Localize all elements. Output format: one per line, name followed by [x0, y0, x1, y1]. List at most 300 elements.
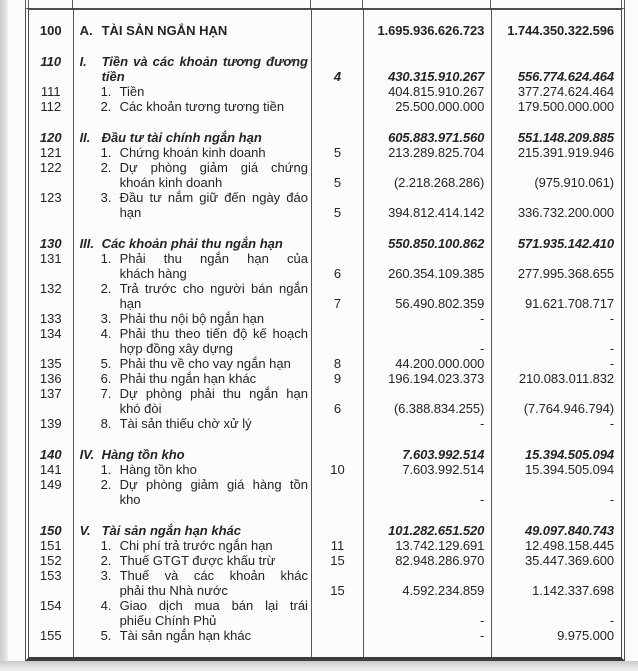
code-label: 149: [39, 477, 62, 492]
amount-1-value: 394.812.414.142: [388, 205, 485, 220]
amount-1-value: 4.592.234.859: [402, 583, 485, 598]
amount-column-1-cell: [364, 553, 492, 568]
amount-column-2-cell: [492, 553, 621, 568]
code-cell: [29, 553, 73, 568]
description-line-group: [101, 598, 308, 628]
amount-2-value: -: [609, 341, 614, 356]
note-cell: [311, 477, 363, 507]
row-136: [29, 371, 621, 386]
description-cell: [73, 598, 311, 628]
code-label: 130: [39, 236, 62, 251]
item-number-label: 1.: [100, 251, 112, 266]
description-line: Tài sản ngắn hạn khác: [119, 628, 252, 643]
amount-column-2-cell: [492, 84, 621, 99]
description-cell: [73, 38, 311, 54]
description-cell: [73, 553, 311, 568]
description-text: [120, 99, 308, 114]
description-line-group: [101, 356, 308, 371]
description-line-group: [80, 523, 308, 538]
description-line: Giao dịch mua bán lại trái: [119, 598, 308, 613]
amount-2-value: 49.097.840.743: [525, 523, 614, 538]
code-cell: [29, 160, 73, 190]
item-number-label: I.: [79, 54, 87, 69]
description-cell: [73, 447, 311, 462]
row-121: [29, 145, 621, 160]
description-text: [102, 447, 308, 462]
note-label: 8: [333, 356, 342, 371]
amount-2-value: 1.744.350.322.596: [507, 23, 614, 38]
description-cell: [73, 326, 311, 356]
filler-cell: [29, 643, 73, 657]
code-label: 132: [39, 281, 62, 296]
amount-2-value: -: [609, 356, 614, 371]
amount-column-2-cell: [492, 23, 621, 38]
amount-2-value: 9.975.000: [557, 628, 614, 643]
code-label: 100: [39, 23, 62, 38]
code-label: 123: [39, 190, 62, 205]
item-number-label: 5.: [100, 628, 112, 643]
description-line: hạn: [119, 296, 142, 311]
amount-column-2-cell: [492, 628, 621, 643]
description-line-group: [101, 251, 308, 281]
amount-column-1-cell: [364, 251, 492, 281]
note-cell: [311, 251, 363, 281]
description-line: Dự phòng giảm giá chứng: [119, 160, 308, 175]
amount-column-2-cell: [492, 431, 621, 447]
description-line-group: [101, 326, 308, 356]
note-cell: [311, 99, 363, 114]
description-cell: [73, 416, 311, 431]
description-line: Chứng khoán kinh doanh: [119, 145, 266, 160]
note-cell: [311, 538, 363, 553]
item-number-label: 1.: [100, 462, 112, 477]
row-154: [29, 598, 621, 628]
description-line-group: [101, 386, 308, 416]
item-number-label: 3.: [100, 190, 112, 205]
amount-2-value: 15.394.505.094: [525, 462, 614, 477]
description-text: [120, 281, 308, 311]
row-100: [29, 23, 621, 38]
balance-sheet-table: [25, 8, 625, 661]
note-cell: [311, 507, 363, 523]
amount-2-value: 12.498.158.445: [525, 538, 614, 553]
code-cell: [29, 130, 73, 145]
description-line: Tiền: [119, 84, 145, 99]
amount-1-value: (6.388.834.255): [393, 401, 485, 416]
amount-column-1-cell: [364, 447, 492, 462]
description-line: Các khoản phải thu ngắn hạn: [101, 236, 283, 251]
description-text: [120, 190, 308, 220]
item-number-label: V.: [79, 523, 91, 538]
code-label: 139: [39, 416, 62, 431]
description-line: khoán kinh doanh: [119, 175, 223, 190]
note-cell: [311, 236, 363, 251]
description-text: [120, 371, 308, 386]
description-text: [120, 356, 308, 371]
amount-2-value: -: [609, 416, 614, 431]
description-line-group: [101, 416, 308, 431]
description-line: Trả trước cho người bán ngắn: [119, 281, 308, 296]
amount-column-2-cell: [492, 160, 621, 190]
description-line-group: [101, 99, 308, 114]
note-cell: [311, 371, 363, 386]
description-line: Hàng tồn kho: [119, 462, 197, 477]
description-cell: [73, 311, 311, 326]
description-line-group: [101, 281, 308, 311]
amount-column-1-cell: [364, 145, 492, 160]
code-label: 141: [39, 462, 62, 477]
spacer-row: [29, 220, 621, 236]
note-label: 7: [333, 296, 342, 311]
note-cell: [311, 160, 363, 190]
description-line: hạn: [119, 205, 142, 220]
filler-cell: [311, 643, 363, 657]
description-line: Đầu tư nắm giữ đến ngày đáo: [119, 190, 308, 205]
amount-2-value: (975.910.061): [534, 175, 614, 190]
amount-column-1-cell: [364, 371, 492, 386]
description-line: Phải thu ngắn hạn khác: [119, 371, 257, 386]
amount-column-2-cell: [492, 507, 621, 523]
code-label: 111: [40, 84, 61, 99]
amount-column-1-cell: [364, 54, 492, 84]
description-line-group: [101, 553, 308, 568]
amount-2-value: 551.148.209.885: [517, 130, 614, 145]
description-text: [120, 553, 308, 568]
amount-1-value: -: [480, 492, 485, 507]
description-text: [120, 416, 308, 431]
amount-column-1-cell: [364, 507, 492, 523]
amount-column-2-cell: [492, 447, 621, 462]
amount-column-2-cell: [492, 538, 621, 553]
code-cell: [29, 416, 73, 431]
description-line: Phải thu về cho vay ngắn hạn: [119, 356, 291, 371]
description-line-group: [101, 190, 308, 220]
description-cell: [73, 538, 311, 553]
code-cell: [29, 462, 73, 477]
description-text: [120, 477, 308, 507]
item-number-label: 2.: [100, 281, 112, 296]
amount-column-1-cell: [364, 160, 492, 190]
description-line-group: [101, 371, 308, 386]
description-cell: [73, 23, 311, 38]
description-line: Tiền và các khoản tương đương: [101, 54, 308, 69]
description-text: [120, 311, 308, 326]
description-cell: [73, 523, 311, 538]
amount-column-1-cell: [364, 462, 492, 477]
row-130: [29, 236, 621, 251]
row-155: [29, 628, 621, 643]
description-cell: [73, 220, 311, 236]
amount-column-1-cell: [364, 23, 492, 38]
amount-1-value: 260.354.109.385: [388, 266, 485, 281]
description-cell: [73, 84, 311, 99]
amount-1-value: 550.850.100.862: [388, 236, 485, 251]
description-text: [102, 54, 308, 84]
description-cell: [73, 160, 311, 190]
description-text: [102, 523, 308, 538]
amount-2-value: -: [609, 492, 614, 507]
amount-2-value: 35.447.369.600: [525, 553, 614, 568]
description-line: phiếu Chính Phủ: [119, 613, 217, 628]
note-cell: [311, 38, 363, 54]
item-number-label: 4.: [100, 326, 112, 341]
amount-1-value: 82.948.286.970: [395, 553, 485, 568]
description-line: Thuế GTGT được khấu trừ: [119, 553, 276, 568]
note-cell: [311, 220, 363, 236]
amount-column-2-cell: [492, 251, 621, 281]
code-cell: [29, 114, 73, 130]
code-cell: [29, 538, 73, 553]
scan-edge-bottom: [0, 661, 638, 671]
amount-column-2-cell: [492, 190, 621, 220]
description-text: [120, 568, 308, 598]
amount-1-value: 7.603.992.514: [402, 447, 485, 462]
note-cell: [311, 311, 363, 326]
row-140: [29, 447, 621, 462]
description-cell: [73, 10, 311, 23]
description-cell: [73, 145, 311, 160]
amount-2-value: 215.391.919.946: [517, 145, 614, 160]
item-number-label: 1.: [100, 538, 112, 553]
amount-column-2-cell: [492, 523, 621, 538]
description-cell: [73, 462, 311, 477]
code-cell: [29, 99, 73, 114]
code-cell: [29, 523, 73, 538]
item-number-label: 2.: [100, 99, 112, 114]
code-label: 153: [39, 568, 62, 583]
amount-2-value: 571.935.142.410: [517, 236, 614, 251]
amount-column-1-cell: [364, 311, 492, 326]
note-cell: [311, 130, 363, 145]
description-line: hợp đồng xây dựng: [119, 341, 233, 356]
item-number-label: 2.: [100, 553, 112, 568]
description-text: [102, 236, 308, 251]
note-cell: [311, 281, 363, 311]
item-number-label: 3.: [100, 311, 112, 326]
item-number-label: A.: [79, 23, 93, 38]
code-cell: [29, 431, 73, 447]
amount-column-2-cell: [492, 326, 621, 356]
description-text: [120, 326, 308, 356]
spacer-row: [29, 431, 621, 447]
code-label: 151: [39, 538, 62, 553]
note-label: 15: [330, 583, 345, 598]
note-cell: [311, 447, 363, 462]
amount-1-value: 13.742.129.691: [395, 538, 485, 553]
code-label: 121: [39, 145, 62, 160]
amount-2-value: 15.394.505.094: [525, 447, 614, 462]
code-label: 131: [39, 251, 62, 266]
description-text: [102, 23, 308, 38]
description-line: phải thu Nhà nước: [119, 583, 228, 598]
amount-column-1-cell: [364, 628, 492, 643]
amount-column-2-cell: [492, 130, 621, 145]
code-label: 140: [39, 447, 62, 462]
description-text: [102, 130, 308, 145]
description-line-group: [101, 568, 308, 598]
amount-2-value: 277.995.368.655: [517, 266, 614, 281]
code-cell: [29, 628, 73, 643]
note-cell: [311, 54, 363, 84]
description-text: [120, 160, 308, 190]
amount-column-2-cell: [492, 220, 621, 236]
amount-column-1-cell: [364, 568, 492, 598]
amount-column-2-cell: [492, 114, 621, 130]
note-cell: [311, 386, 363, 416]
amount-column-2-cell: [492, 145, 621, 160]
description-line-group: [80, 54, 308, 84]
amount-column-2-cell: [492, 38, 621, 54]
note-label: 9: [333, 371, 342, 386]
amount-column-1-cell: [364, 190, 492, 220]
row-152: [29, 553, 621, 568]
note-cell: [311, 114, 363, 130]
code-label: 155: [39, 628, 62, 643]
description-text: [120, 84, 308, 99]
code-cell: [29, 386, 73, 416]
amount-2-value: 91.621.708.717: [525, 296, 614, 311]
note-cell: [311, 523, 363, 538]
code-cell: [29, 371, 73, 386]
description-text: [120, 386, 308, 416]
item-number-label: 6.: [100, 371, 112, 386]
description-line-group: [101, 538, 308, 553]
description-line: Dự phòng giảm giá hàng tồn: [119, 477, 308, 492]
note-label: 5: [333, 205, 342, 220]
amount-column-1-cell: [364, 236, 492, 251]
code-cell: [29, 190, 73, 220]
amount-1-value: -: [480, 628, 485, 643]
description-line-group: [101, 84, 308, 99]
code-label: 136: [39, 371, 62, 386]
code-cell: [29, 326, 73, 356]
code-cell: [29, 38, 73, 54]
amount-column-1-cell: [364, 281, 492, 311]
row-137: [29, 386, 621, 416]
filler-row: [29, 643, 621, 657]
amount-2-value: 179.500.000.000: [517, 99, 614, 114]
code-label: 135: [39, 356, 62, 371]
row-122: [29, 160, 621, 190]
amount-1-value: -: [480, 416, 485, 431]
note-cell: [311, 416, 363, 431]
description-cell: [73, 190, 311, 220]
description-line-group: [101, 477, 308, 507]
code-label: 133: [39, 311, 62, 326]
amount-column-2-cell: [492, 598, 621, 628]
amount-1-value: -: [480, 311, 485, 326]
code-cell: [29, 281, 73, 311]
amount-column-1-cell: [364, 130, 492, 145]
description-line: Các khoản tương tương tiền: [119, 99, 285, 114]
amount-column-1-cell: [364, 99, 492, 114]
amount-column-1-cell: [364, 326, 492, 356]
note-cell: [311, 326, 363, 356]
scan-edge-left: [0, 0, 8, 671]
note-cell: [311, 23, 363, 38]
note-label: 6: [333, 401, 342, 416]
description-cell: [73, 477, 311, 507]
description-cell: [73, 236, 311, 251]
description-line: Phải thu theo tiến độ kế hoạch: [119, 326, 308, 341]
row-134: [29, 326, 621, 356]
amount-column-1-cell: [364, 386, 492, 416]
code-cell: [29, 447, 73, 462]
note-label: 5: [333, 145, 342, 160]
amount-column-2-cell: [492, 386, 621, 416]
item-number-label: III.: [79, 236, 95, 251]
description-cell: [73, 54, 311, 84]
description-text: [120, 628, 308, 643]
description-line-group: [101, 145, 308, 160]
description-line-group: [80, 23, 308, 38]
code-cell: [29, 236, 73, 251]
amount-1-value: 25.500.000.000: [395, 99, 485, 114]
code-cell: [29, 477, 73, 507]
amount-column-1-cell: [364, 431, 492, 447]
code-label: 120: [39, 130, 62, 145]
row-112: [29, 99, 621, 114]
amount-column-1-cell: [364, 220, 492, 236]
row-110: [29, 54, 621, 84]
description-line: Tài sản thiếu chờ xử lý: [119, 416, 252, 431]
amount-column-1-cell: [364, 356, 492, 371]
code-cell: [29, 220, 73, 236]
note-cell: [311, 145, 363, 160]
item-number-label: IV.: [79, 447, 95, 462]
spacer-row: [29, 10, 621, 23]
note-cell: [311, 462, 363, 477]
amount-column-2-cell: [492, 568, 621, 598]
note-cell: [311, 356, 363, 371]
note-cell: [311, 568, 363, 598]
description-line: tiền: [101, 69, 125, 84]
description-text: [120, 462, 308, 477]
row-149: [29, 477, 621, 507]
amount-column-2-cell: [492, 10, 621, 23]
amount-column-1-cell: [364, 477, 492, 507]
row-133: [29, 311, 621, 326]
item-number-label: 1.: [100, 84, 112, 99]
amount-column-2-cell: [492, 54, 621, 84]
spacer-row: [29, 507, 621, 523]
description-text: [120, 598, 308, 628]
item-number-label: 3.: [100, 568, 112, 583]
description-line: Đầu tư tài chính ngắn hạn: [101, 130, 262, 145]
description-cell: [73, 371, 311, 386]
code-cell: [29, 54, 73, 84]
description-cell: [73, 356, 311, 371]
amount-column-2-cell: [492, 462, 621, 477]
amount-1-value: 196.194.023.373: [388, 371, 485, 386]
amount-column-2-cell: [492, 477, 621, 507]
description-line-group: [80, 236, 308, 251]
filler-cell: [492, 643, 621, 657]
balance-sheet-grid: [29, 10, 621, 657]
note-cell: [311, 431, 363, 447]
description-cell: [73, 130, 311, 145]
description-line-group: [101, 311, 308, 326]
code-label: 110: [40, 54, 62, 69]
amount-column-2-cell: [492, 311, 621, 326]
amount-1-value: 1.695.936.626.723: [377, 23, 485, 38]
description-cell: [73, 251, 311, 281]
amount-column-2-cell: [492, 281, 621, 311]
code-cell: [29, 23, 73, 38]
amount-2-value: -: [609, 311, 614, 326]
note-cell: [311, 84, 363, 99]
amount-column-2-cell: [492, 371, 621, 386]
